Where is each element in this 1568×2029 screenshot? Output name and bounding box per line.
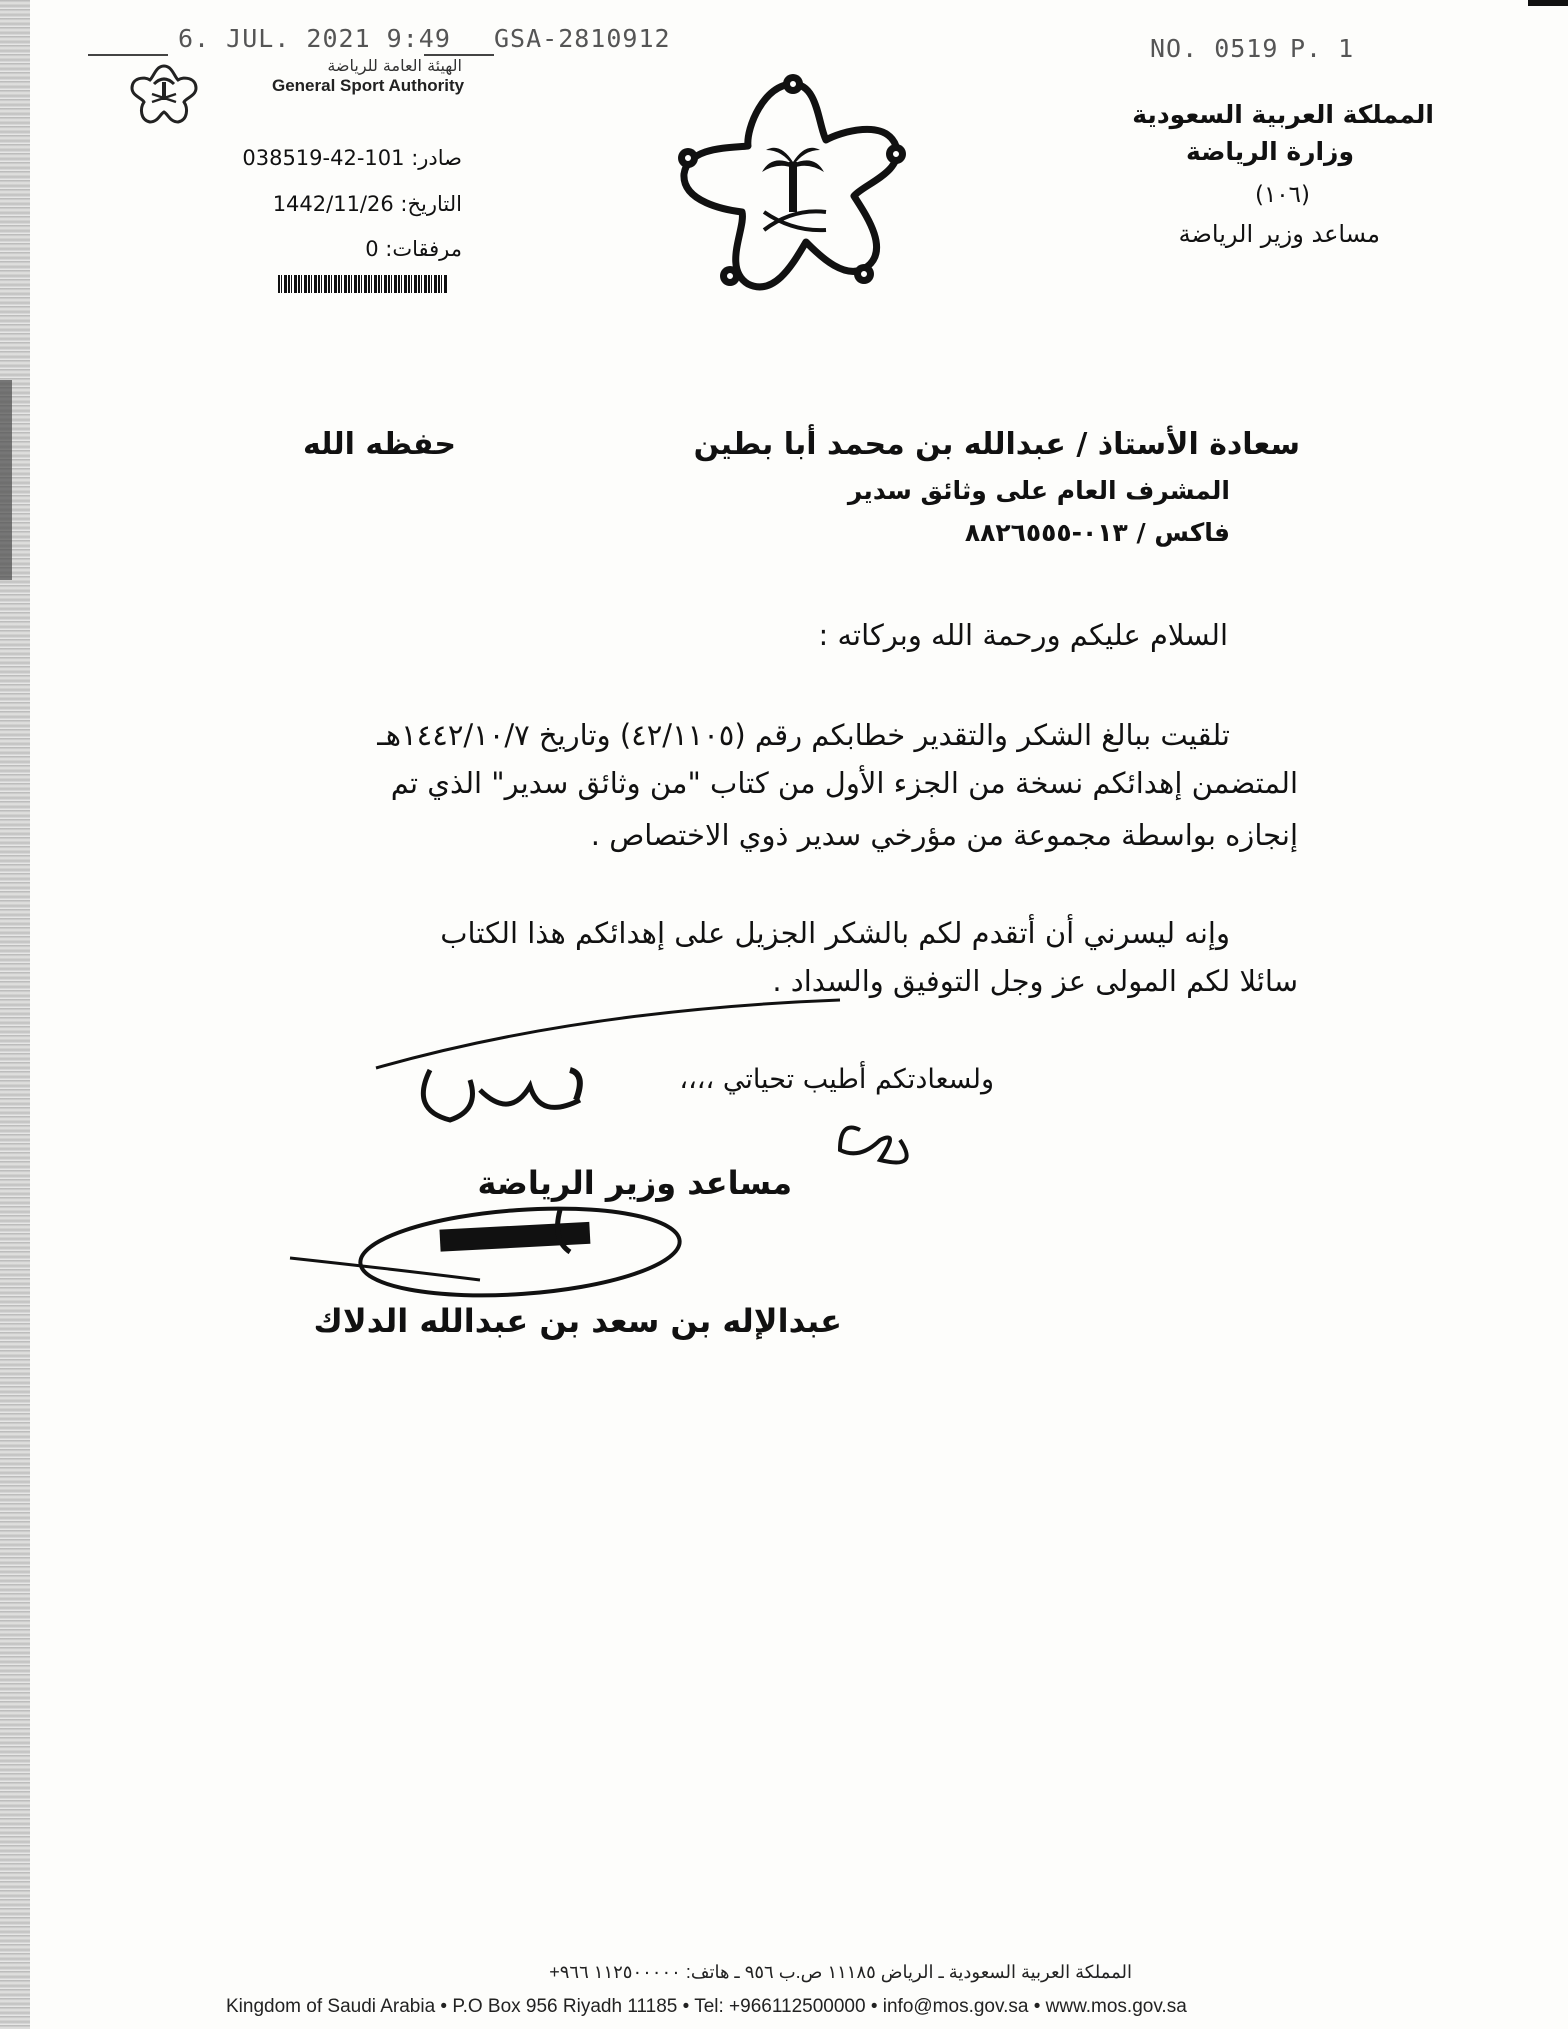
paragraph-line: تلقيت ببالغ الشكر والتقدير خطابكم رقم (٤٢/١١٠٥) وتاريخ ١٤٤٢/١٠/٧هـ [377,718,1230,752]
ministry-name: وزارة الرياضة [1186,137,1354,166]
authority-name-en: General Sport Authority [272,76,465,95]
scan-edge-top [1528,0,1568,6]
ministry-emblem [668,62,918,310]
paragraph-line: المتضمن إهدائكم نسخة من الجزء الأول من كتاب "من وثائق سدير" الذي تم [390,766,1298,800]
scan-edge-mark [0,380,12,580]
recipient-line: سعادة الأستاذ / عبدالله بن محمد أبا بطين [693,427,1300,462]
kingdom-name: المملكة العربية السعودية [1132,100,1434,129]
reference-date: التاريخ: 1442/11/26 [272,192,462,216]
footer-english: Kingdom of Saudi Arabia • P.O Box 956 Riyadh 11185 • Tel: +966112500000 • info@mos.gov.sa • www.mos.gov.sa [226,1996,1187,2017]
fax-datetime: 6. JUL. 2021 9:49 [178,24,451,53]
handwritten-signature [280,990,1080,1330]
paragraph-line: إنجازه بواسطة مجموعة من مؤرخي سدير ذوي الاختصاص . [590,818,1298,852]
greeting: السلام عليكم ورحمة الله وبركاته : [818,618,1228,652]
signatory-position: مساعد وزير الرياضة [477,1164,792,1202]
fax-page: P. 1 [1290,34,1355,63]
scan-edge-left [0,0,30,2029]
ministry-office: مساعد وزير الرياضة [1178,220,1380,248]
reference-issued: صادر: 101-42-038519 [242,146,462,170]
fax-number: NO. 0519 [1150,34,1279,63]
paragraph-line: سائلا لكم المولى عز وجل التوفيق والسداد . [772,964,1298,998]
barcode [278,275,448,293]
recipient-honorific: حفظه الله [302,427,456,462]
paragraph-line: وإنه ليسرني أن أتقدم لكم بالشكر الجزيل على إهدائكم هذا الكتاب [440,916,1230,950]
ministry-code: (١٠٦) [1254,182,1310,208]
recipient-title: المشرف العام على وثائق سدير [847,476,1230,505]
closing: ولسعادتكم أطيب تحياتي ،،،، [679,1064,994,1095]
authority-name-ar: الهيئة العامة للرياضة [327,56,462,75]
reference-attachments: مرفقات: 0 [365,237,462,261]
recipient-fax: فاكس / ٠١٣-٨٨٢٦٥٥٥ [964,518,1230,547]
general-sport-authority-logo [126,60,202,130]
signatory-name: عبدالإله بن سعد بن عبدالله الدلاك [313,1302,842,1340]
footer-arabic: المملكة العربية السعودية ـ الرياض ١١١٨٥ ص.ب ٩٥٦ ـ هاتف: ١١٢٥٠٠٠٠٠ ٩٦٦+ [549,1962,1132,1982]
fax-rule-left [88,54,168,56]
fax-id: GSA-2810912 [494,24,671,53]
